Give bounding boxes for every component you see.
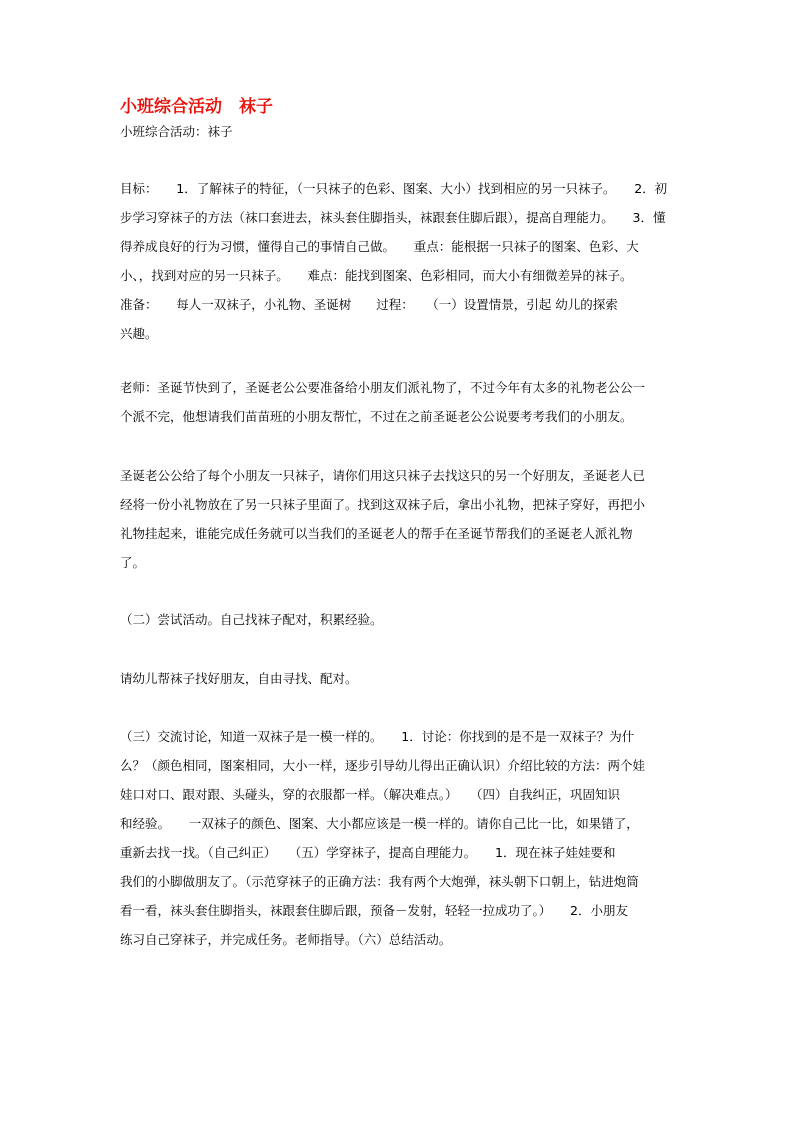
paragraph-line: 练习自己穿袜子，并完成任务。老师指导。（六）总结活动。 [120,932,452,947]
document-subtitle: 小班综合活动：袜子 [120,124,233,139]
paragraph-line: 小、，找到对应的另一只袜子。 难点：能找到图案、色彩相同，而大小有细微差异的袜子。 [120,268,633,283]
paragraph-line: 礼物挂起来，谁能完成任务就可以当我们的圣诞老人的帮手在圣诞节帮我们的圣诞老人派礼物 [120,526,633,541]
paragraph-line: （三）交流讨论，知道一双袜子是一模一样的。 1．讨论：你找到的是不是一双袜子？为什 [120,729,635,744]
paragraph-line: 准备： 每人一双袜子，小礼物、圣诞树 过程： （一）设置情景，引起 幼儿的探索 [120,297,618,312]
paragraph-line: 请幼儿帮袜子找好朋友，自由寻找、配对。 [120,671,358,686]
paragraph-line: 我们的小脚做朋友了。（示范穿袜子的正确方法：我有两个大炮弹，袜头朝下口朝上，钻进炮筒 [120,874,639,889]
paragraph-line: 娃口对口、跟对跟、头碰头，穿的衣服都一样。（解决难点。） （四）自我纠正，巩固知识 [120,787,621,802]
paragraph-line: 和经验。 一双袜子的颜色、图案、大小都应该是一模一样的。请你自己比一比，如果错了， [120,816,639,831]
paragraph-line: 目标： 1．了解袜子的特征，（一只袜子的色彩、图案、大小）找到相应的另一只袜子。 2．初 [120,181,668,196]
paragraph [120,174,667,348]
document-page [120,96,680,947]
paragraph [120,605,383,634]
paragraph [120,373,645,431]
paragraph [120,664,358,693]
paragraph-line: 兴趣。 [120,326,158,341]
paragraph [120,461,645,577]
paragraph-line: 老师：圣诞节快到了，圣诞老公公要准备给小朋友们派礼物了，不过今年有太多的礼物老公公一 [120,380,646,395]
paragraph-line: 么？（颜色相同，图案相同，大小一样，逐步引导幼儿得出正确认识）介绍比较的方法：两个娃 [120,758,646,773]
paragraph-line: 重新去找一找。（自己纠正） （五）学穿袜子，提高自理能力。 1．现在袜子娃娃要和 [120,845,616,860]
paragraph-line: 了。 [120,555,146,570]
document-title: 小班综合活动 袜子 [120,97,273,117]
paragraph-line: 经将一份小礼物放在了另一只袜子里面了。找到这双袜子后，拿出小礼物，把袜子穿好，再把小 [120,497,646,512]
paragraph [120,722,645,954]
paragraph-line: （二）尝试活动。自己找袜子配对，积累经验。 [120,612,383,627]
paragraph-line: 步学习穿袜子的方法（袜口套进去，袜头套住脚指头，袜跟套住脚后跟），提高自理能力。 3．懂 [120,210,666,225]
paragraph-line: 圣诞老公公给了每个小朋友一只袜子，请你们用这只袜子去找这只的另一个好朋友，圣诞老人已 [120,468,646,483]
paragraph-line: 看一看，袜头套住脚指头，袜跟套住脚后跟，预备－发射，轻轻一拉成功了。） 2．小朋友 [120,903,628,918]
paragraph-line: 得养成良好的行为习惯，懂得自己的事情自己做。 重点：能根据一只袜子的图案、色彩、大 [120,239,639,254]
paragraph-line: 个派不完，他想请我们苗苗班的小朋友帮忙，不过在之前圣诞老公公说要考考我们的小朋友。 [120,409,633,424]
